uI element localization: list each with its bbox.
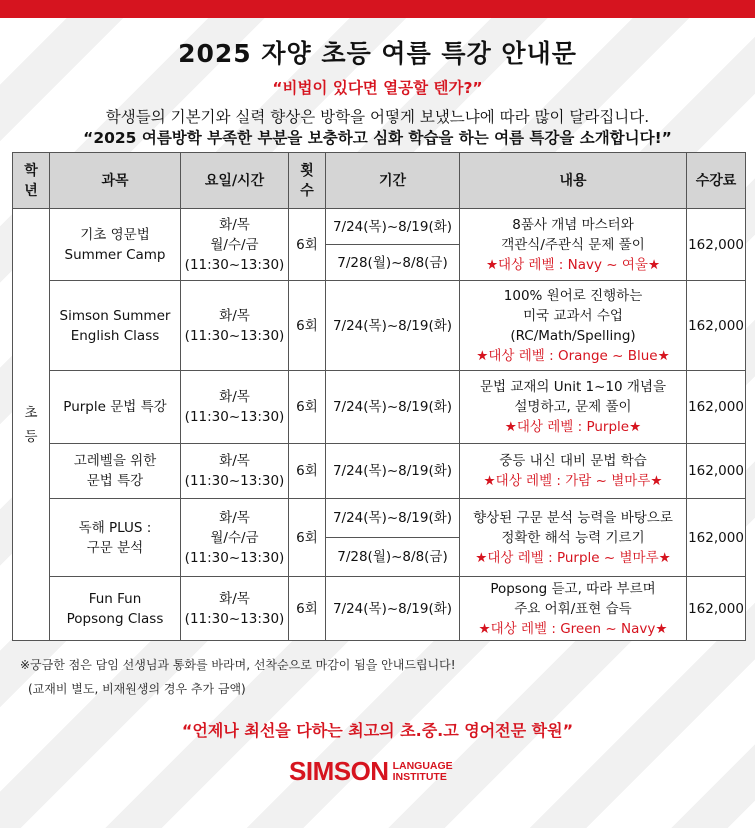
time-line: (11:30~13:30) xyxy=(184,549,285,566)
count-cell: 6회 xyxy=(289,281,326,371)
fee-cell: 162,000 xyxy=(687,444,746,499)
subject-line: Fun Fun xyxy=(88,590,142,607)
content-line: 설명하고, 문제 풀이 xyxy=(514,399,632,415)
period-cell: 7/24(목)~8/19(화) xyxy=(326,577,460,641)
intro-line-2: “2025 여름방학 부족한 부분을 보충하고 심화 학습을 하는 여름 특강을 소개합니다!” xyxy=(83,129,672,147)
count-cell: 6회 xyxy=(289,371,326,444)
content-line: 주요 어휘/표현 습득 xyxy=(514,600,632,617)
count-cell: 6회 xyxy=(289,209,326,281)
grade-text: 초등 xyxy=(24,404,38,445)
day-line: 화/목 xyxy=(219,389,250,405)
subject-cell xyxy=(50,577,181,641)
period-cell: 7/24(목)~8/19(화) xyxy=(326,444,460,499)
subject-line: Summer Camp xyxy=(64,246,166,263)
target-level: ★대상 레벨 : Purple★ xyxy=(504,419,642,435)
subject-line: Popsong Class xyxy=(66,610,164,627)
day-time-cell xyxy=(181,577,289,641)
content-line: 향상된 구문 분석 능력을 바탕으로 xyxy=(473,509,673,526)
period-cell: 7/24(목)~8/19(화) xyxy=(326,281,460,371)
count-cell: 6회 xyxy=(289,444,326,499)
day-line: 화/목 xyxy=(219,509,250,526)
day-time-cell xyxy=(181,281,289,371)
content-line: 정확한 해석 능력 기르기 xyxy=(501,529,645,546)
header-fee: 수강료 xyxy=(687,153,746,209)
subject-line: 기초 영문법 xyxy=(80,226,150,243)
header-count xyxy=(289,153,326,209)
target-level: ★대상 레벨 : Orange ~ Blue★ xyxy=(476,347,670,364)
fee-cell: 162,000 xyxy=(687,499,746,577)
header-count-text: 횟수 xyxy=(300,162,314,199)
day-line: 화/목 xyxy=(219,307,250,324)
course-schedule-table xyxy=(12,152,746,641)
day-line: 화/목 xyxy=(219,216,250,233)
table-row xyxy=(13,281,746,371)
period-cell: 7/28(월)~8/8(금) xyxy=(326,245,460,281)
day-time-cell xyxy=(181,209,289,281)
header-subject: 과목 xyxy=(50,153,181,209)
content-cell xyxy=(460,444,687,499)
target-level: ★대상 레벨 : 가람 ~ 별마루★ xyxy=(483,473,663,489)
table-row xyxy=(13,577,746,641)
day-time-cell xyxy=(181,499,289,577)
subject-cell xyxy=(50,444,181,499)
logo-wordmark: SIMSON xyxy=(289,756,389,786)
content-line: Popsong 듣고, 따라 부르며 xyxy=(490,580,656,597)
time-line: (11:30~13:30) xyxy=(184,409,285,425)
page-title: 2025 자양 초등 여름 특강 안내문 xyxy=(178,39,577,68)
fee-cell: 162,000 xyxy=(687,209,746,281)
table-header-row xyxy=(13,153,746,209)
logo-subtitle xyxy=(393,761,453,783)
grade-cell xyxy=(13,209,50,641)
fee-cell: 162,000 xyxy=(687,281,746,371)
subject-cell xyxy=(50,371,181,444)
subject-cell xyxy=(50,499,181,577)
day-line: 화/목 xyxy=(219,453,250,469)
header-grade-text: 학년 xyxy=(24,162,38,199)
subject-cell xyxy=(50,209,181,281)
logo-subtitle-line-1: LANGUAGE xyxy=(392,759,453,772)
time-line: (11:30~13:30) xyxy=(184,473,285,489)
time-line: (11:30~13:30) xyxy=(184,256,285,273)
subject-line: 구문 분석 xyxy=(86,539,144,556)
target-level: ★대상 레벨 : Green ~ Navy★ xyxy=(478,620,668,637)
period-cell: 7/24(목)~8/19(화) xyxy=(326,209,460,245)
day-line: 화/목 xyxy=(219,590,250,607)
period-cell: 7/28(월)~8/8(금) xyxy=(326,538,460,577)
time-line: (11:30~13:30) xyxy=(184,327,285,344)
note-extra-cost: (교재비 별도, 비재원생의 경우 추가 금액) xyxy=(28,682,246,696)
day-time-cell xyxy=(181,444,289,499)
content-line: 8품사 개념 마스터와 xyxy=(512,216,634,233)
fee-cell: 162,000 xyxy=(687,577,746,641)
subject-line: 문법 특강 xyxy=(86,473,144,489)
table-row xyxy=(13,209,746,245)
content-line: 문법 교재의 Unit 1~10 개념을 xyxy=(479,379,667,395)
fee-cell: 162,000 xyxy=(687,371,746,444)
subject-line: Purple 문법 특강 xyxy=(63,399,167,415)
content-cell xyxy=(460,281,687,371)
content-line: 중등 내신 대비 문법 학습 xyxy=(499,453,647,469)
content-line: (RC/Math/Spelling) xyxy=(510,327,636,344)
subject-cell xyxy=(50,281,181,371)
header-content: 내용 xyxy=(460,153,687,209)
count-cell: 6회 xyxy=(289,577,326,641)
subject-line: 고레벨을 위한 xyxy=(73,453,157,469)
period-cell: 7/24(목)~8/19(화) xyxy=(326,499,460,538)
content-line: 100% 원어로 진행하는 xyxy=(503,287,643,304)
count-cell: 6회 xyxy=(289,499,326,577)
top-red-bar xyxy=(0,0,755,18)
content-cell xyxy=(460,371,687,444)
day-line: 월/수/금 xyxy=(210,236,259,253)
target-level: ★대상 레벨 : Navy ~ 여울★ xyxy=(485,256,661,273)
slogan: “비법이 있다면 열공할 텐가?” xyxy=(272,79,483,97)
day-line: 월/수/금 xyxy=(210,529,259,546)
period-cell: 7/24(목)~8/19(화) xyxy=(326,371,460,444)
content-cell xyxy=(460,499,687,577)
subject-line: 독해 PLUS : xyxy=(78,519,152,536)
intro-line-1: 학생들의 기본기와 실력 향상은 방학을 어떻게 보냈느냐에 따라 많이 달라집니다. xyxy=(105,108,650,126)
subject-line: Simson Summer xyxy=(59,307,171,324)
simson-logo xyxy=(289,756,453,787)
header-period: 기간 xyxy=(326,153,460,209)
logo-subtitle-line-2: INSTITUTE xyxy=(392,770,447,783)
content-line: 미국 교과서 수업 xyxy=(523,307,623,324)
content-cell xyxy=(460,577,687,641)
day-time-cell xyxy=(181,371,289,444)
target-level: ★대상 레벨 : Purple ~ 별마루★ xyxy=(475,549,671,566)
note-contact: ※궁금한 점은 담임 선생님과 통화를 바라며, 선착순으로 마감이 됨을 안내드립니다! xyxy=(20,658,456,672)
header-day-time: 요일/시간 xyxy=(181,153,289,209)
table-row xyxy=(13,371,746,444)
content-line: 객관식/주관식 문제 풀이 xyxy=(501,236,645,253)
content-cell xyxy=(460,209,687,281)
subject-line: English Class xyxy=(70,327,160,344)
closing-slogan: “언제나 최선을 다하는 최고의 초.중.고 영어전문 학원” xyxy=(181,721,574,740)
time-line: (11:30~13:30) xyxy=(184,610,285,627)
table-row xyxy=(13,499,746,538)
header-grade xyxy=(13,153,50,209)
table-row xyxy=(13,444,746,499)
